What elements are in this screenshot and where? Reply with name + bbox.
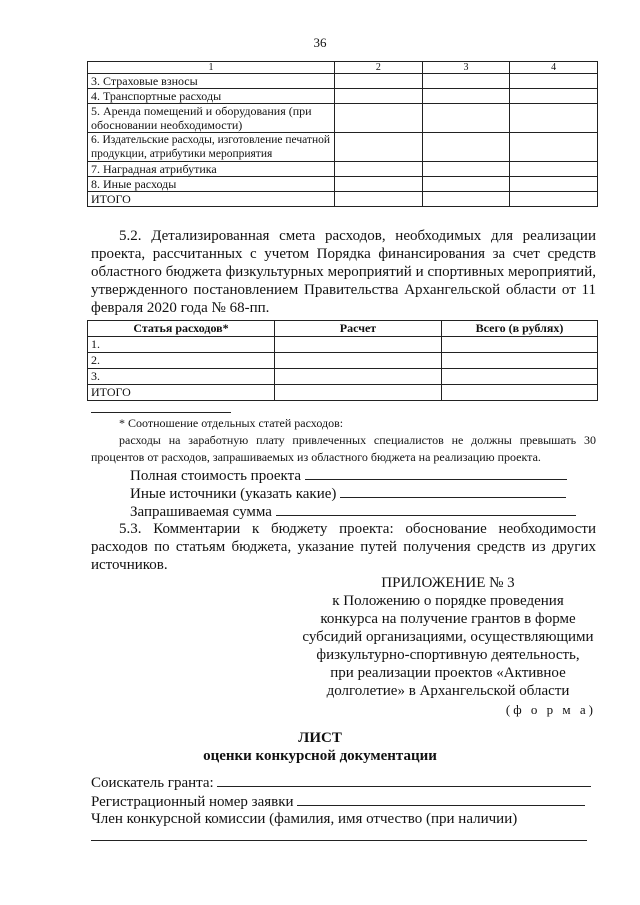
full-cost-field [130, 466, 567, 485]
table-row [88, 337, 598, 353]
total-label: ИТОГО [88, 192, 335, 207]
expense-item: 3. Страховые взносы [88, 74, 335, 89]
applicant-line [217, 773, 591, 787]
column-number: 2 [335, 62, 423, 74]
table-row [88, 177, 598, 192]
member-field [91, 810, 517, 828]
expense-item: 4. Транспортные расходы [88, 89, 335, 104]
expense-item: 5. Аренда помещений и оборудования (при обосновании необходимости) [88, 104, 335, 133]
requested-sum-field [130, 502, 576, 521]
detailed-estimate-table [87, 320, 598, 401]
other-sources-line [340, 484, 566, 498]
appendix-title: ПРИЛОЖЕНИЕ № 3 [381, 575, 515, 591]
appendix-line: субсидий организациями, осуществляющими [302, 629, 594, 645]
table-row [88, 162, 598, 177]
expense-item: 6. Издательские расходы, изготовление печатной продукции, атрибутики мероприятия [88, 133, 335, 162]
full-cost-line [305, 466, 567, 480]
appendix-line: физкультурно-спортивную деятельность, [316, 647, 580, 663]
sheet-subtitle: оценки конкурсной документации [203, 748, 437, 764]
footnote-divider [91, 412, 231, 413]
column-number: 3 [422, 62, 510, 74]
section-5-3 [91, 520, 596, 574]
field-label: Соискатель гранта: [91, 775, 214, 791]
sheet-title: ЛИСТ [298, 730, 342, 746]
field-label: Член конкурсной комиссии (фамилия, имя отчество (при наличии) [91, 811, 518, 827]
appendix-line: при реализации проектов «Активное [330, 665, 566, 681]
table-header-row [88, 62, 598, 74]
expense-item: 8. Иные расходы [88, 177, 335, 192]
page-number: 36 [313, 35, 327, 50]
field-label: Запрашиваемая сумма [130, 504, 272, 520]
row-label: 2. [88, 353, 275, 369]
row-label: 1. [88, 337, 275, 353]
column-number: 4 [510, 62, 598, 74]
table-row [88, 353, 598, 369]
section-5-3-text: 5.3. Комментарии к бюджету проекта: обоснование необходимости расходов по статьям бюджета, указание путей получения средств из других источников. [91, 521, 596, 573]
table-row [88, 74, 598, 89]
table-row [88, 369, 598, 385]
requested-sum-line [276, 502, 576, 516]
footnote [91, 415, 596, 466]
column-header: Статья расходов* [88, 321, 275, 337]
column-header: Расчет [275, 321, 442, 337]
other-sources-field [130, 484, 566, 503]
appendix-block [300, 574, 596, 700]
table-row [88, 89, 598, 104]
reg-number-line [297, 792, 585, 806]
applicant-field [91, 773, 591, 792]
row-label: 3. [88, 369, 275, 385]
table-row [88, 133, 598, 162]
table-row [88, 192, 598, 207]
appendix-line: долголетие» в Архангельской области [326, 683, 570, 699]
table-header-row [88, 321, 598, 337]
footnote-text: расходы на заработную плату привлеченных специалистов не должны превышать 30 процентов от расходов, запрашиваемых из областного бюджета на реализацию проекта. [91, 433, 596, 464]
expense-item: 7. Наградная атрибутика [88, 162, 335, 177]
field-label: Иные источники (указать какие) [130, 486, 337, 502]
appendix-line: к Положению о порядке проведения [332, 593, 564, 609]
table-row [88, 385, 598, 401]
column-header: Всего (в рублях) [442, 321, 598, 337]
table-row [88, 104, 598, 133]
budget-table [87, 61, 598, 207]
form-label: (ф о р м а) [505, 702, 596, 717]
appendix-line: конкурса на получение грантов в форме [320, 611, 576, 627]
column-number: 1 [88, 62, 335, 74]
footnote-title: * Соотношение отдельных статей расходов: [119, 416, 344, 430]
member-line [91, 840, 587, 841]
field-label: Полная стоимость проекта [130, 468, 302, 484]
reg-number-field [91, 792, 585, 811]
section-5-2-text: 5.2. Детализированная смета расходов, необходимых для реализации проекта, рассчитанных с учетом Порядка финансирования за счет средств областного бюджета физкультурных мероприятий и спортивных мероприятий, утвержденного постановлением Правительства Архангельской области от 11 февраля 2020 года № 68-пп. [91, 228, 596, 316]
total-label: ИТОГО [88, 385, 275, 401]
field-label: Регистрационный номер заявки [91, 794, 294, 810]
section-5-2 [91, 227, 596, 317]
